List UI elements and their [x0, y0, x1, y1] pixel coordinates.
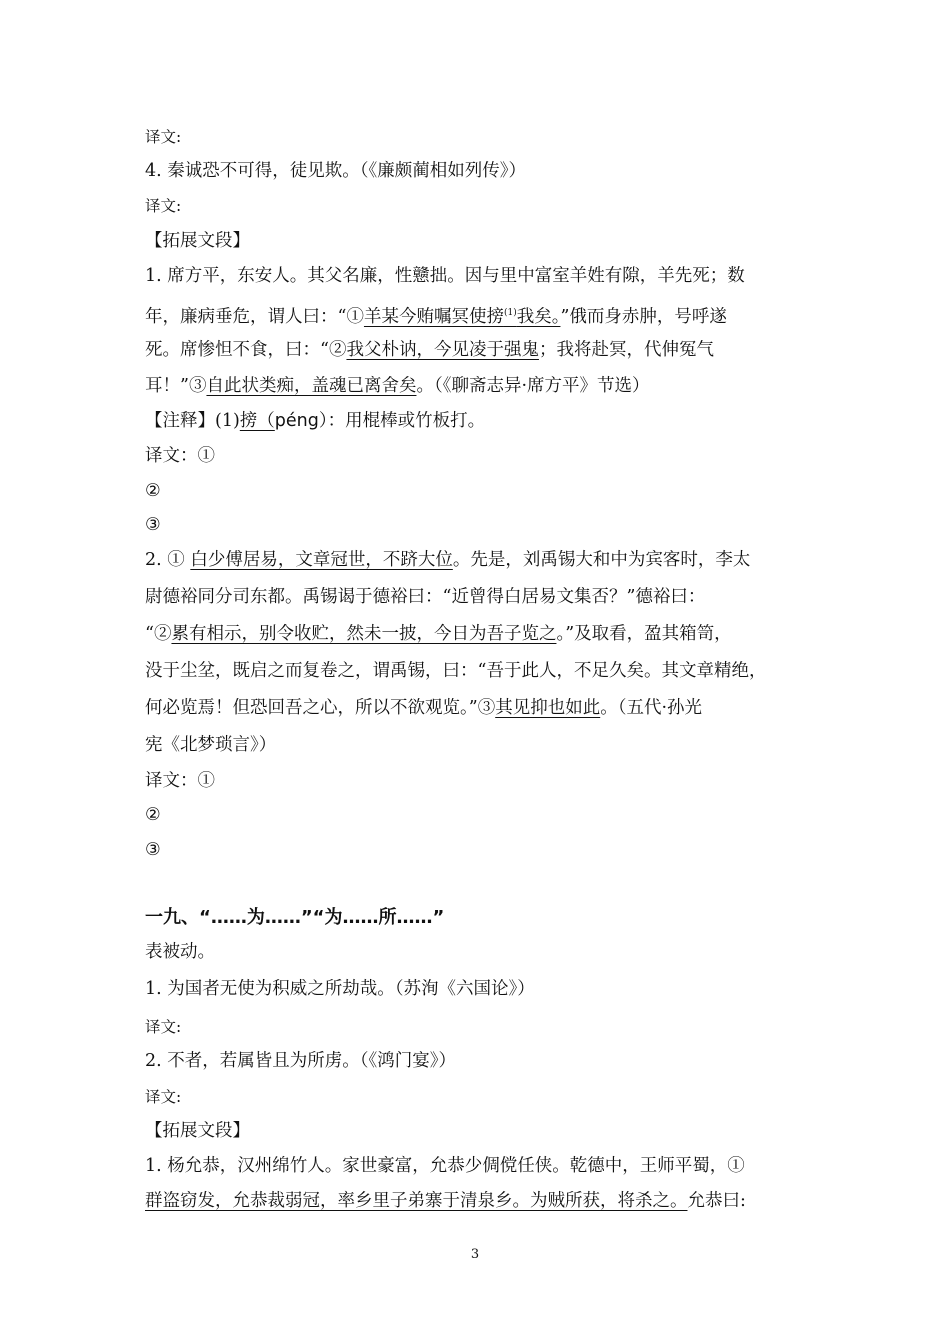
translation-2: ② — [145, 805, 161, 825]
question-1: 1. 为国者无使为积威之所劫哉。（苏洵《六国论》） — [145, 979, 535, 999]
passage-1-line-2: 年，廉病垂危，谓人曰：“①羊某今贿嘱冥使搒$^{(1)}$我矣。”俄而身赤肿，号呼遂 — [145, 307, 727, 327]
translation-1: 译文：① — [145, 771, 215, 791]
underlined-sentence-3: 自此状类痴，盖魂已离舍矣 — [206, 376, 417, 396]
underlined-sentence-1: 白少傅居易，文章冠世，不跻大位 — [190, 550, 453, 570]
translation-3: ③ — [145, 840, 161, 860]
passage-2-line-3: “②累有相示，别令收贮，然未一披，今日为吾子览之。”及取看，盈其箱笥， — [145, 624, 732, 644]
question-4: 4. 秦诚恐不可得，徒见欺。（《廉颇蔺相如列传》） — [145, 161, 527, 181]
passage-1-line-3: 死。席惨怛不食，曰：“②我父朴讷，今见凌于强鬼；我将赴冥，代伸冤气 — [145, 340, 714, 360]
passage-2-line-2: 尉德裕同分司东都。禹锡谒于德裕曰：“近曾得白居易文集否？”德裕曰： — [145, 587, 706, 607]
underlined-sentence-2: 我父朴讷，今见凌于强鬼 — [346, 340, 539, 360]
underlined-sentence-3: 其见抑也如此 — [495, 698, 601, 718]
translation-label: 译文: — [145, 128, 182, 146]
section-description: 表被动。 — [145, 942, 215, 962]
annotation-note: 【注释】(1)搒（péng）：用棍棒或竹板打。 — [145, 411, 486, 431]
underlined-sentence-1: 群盗窃发，允恭裁弱冠，率乡里子弟寨于清泉乡。为贼所获，将杀之。 — [145, 1191, 688, 1211]
translation-3: ③ — [145, 515, 161, 535]
passage-2-line-6: 宪《北梦琐言》） — [145, 735, 277, 755]
section-header-extended-passage: 【拓展文段】 — [145, 1121, 250, 1141]
passage-2-line-5: 何必览焉！但恐回吾之心，所以不欲观览。”③其见抑也如此。（五代·孙光 — [145, 698, 703, 718]
page-number: 3 — [470, 1247, 480, 1262]
question-2: 2. 不者，若属皆且为所虏。（《鸿门宴》） — [145, 1051, 457, 1071]
translation-2: ② — [145, 481, 161, 501]
passage-2-line-1: 2. ① 白少傅居易，文章冠世，不跻大位。先是，刘禹锡大和中为宾客时，李太 — [145, 550, 751, 570]
passage-3-line-1: 1. 杨允恭，汉州绵竹人。家世豪富，允恭少倜傥任侠。乾德中，王师平蜀，① — [145, 1156, 745, 1176]
passage-1-line-1: 1. 席方平，东安人。其父名廉，性戆拙。因与里中富室羊姓有隙，羊先死；数 — [145, 266, 745, 286]
passage-1-line-4: 耳！”③自此状类痴，盖魂已离舍矣。（《聊斋志异·席方平》节选） — [145, 376, 650, 396]
passage-3-line-2: 群盗窃发，允恭裁弱冠，率乡里子弟寨于清泉乡。为贼所获，将杀之。允恭曰: — [145, 1191, 746, 1211]
underlined-sentence-2: 累有相示，别令收贮，然未一披，今日为吾子览之 — [171, 624, 557, 644]
passage-2-line-4: 没于尘坌，既启之而复卷之，谓禹锡，曰：“吾于此人，不足久矣。其文章精绝， — [145, 661, 767, 681]
translation-label: 译文: — [145, 197, 182, 215]
underlined-sentence-1: 羊某今贿嘱冥使搒$^{(1)}$我矣。 — [363, 307, 561, 327]
footnote-marker: (1) — [503, 308, 517, 318]
translation-label: 译文: — [145, 1088, 182, 1106]
translation-1: 译文：① — [145, 446, 215, 466]
section-heading-19: 一九、“……为……”“为……所……” — [145, 907, 445, 928]
translation-label: 译文: — [145, 1018, 182, 1036]
section-header-extended-passage: 【拓展文段】 — [145, 231, 250, 251]
annotated-word: 搒（ — [239, 411, 275, 431]
